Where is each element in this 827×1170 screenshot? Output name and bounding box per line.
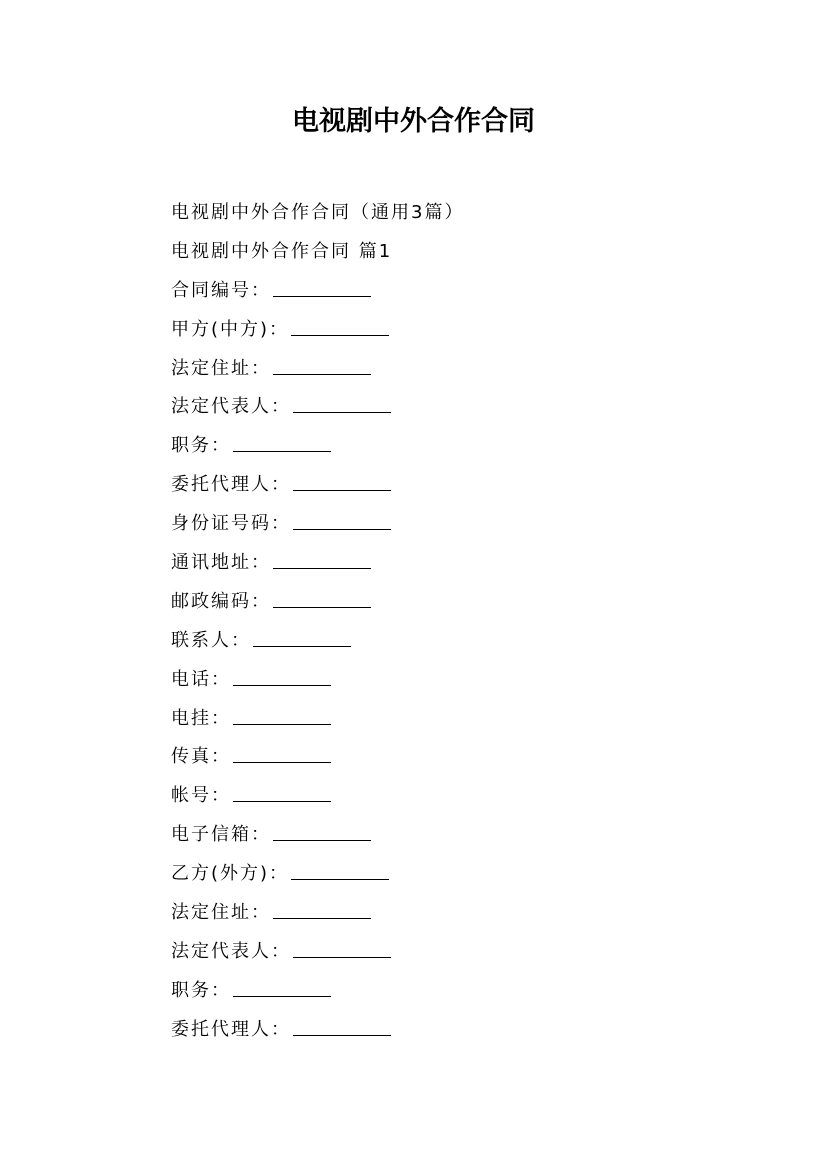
- field-label: 职务：: [171, 979, 231, 1001]
- field-label: 电话：: [171, 668, 231, 690]
- field-label: 法定住址：: [171, 902, 271, 924]
- field-label: 甲方(中方)：: [171, 318, 290, 340]
- field-label: 合同编号：: [171, 279, 271, 301]
- field-label: 电子信箱：: [171, 824, 271, 846]
- field-label: 法定代表人：: [171, 396, 291, 418]
- field-label: 电挂：: [171, 707, 231, 729]
- fill-in-blank: [293, 489, 391, 491]
- fill-in-blank: [233, 723, 331, 725]
- fill-in-blank: [233, 450, 331, 452]
- field-authorized-agent: [171, 466, 771, 505]
- fill-in-blank: [273, 373, 371, 375]
- field-telephone: [171, 661, 771, 700]
- field-position: [171, 427, 771, 466]
- fill-in-blank: [273, 839, 371, 841]
- field-contract-number: [171, 272, 771, 311]
- field-label: 法定住址：: [171, 357, 271, 379]
- fill-in-blank: [293, 1034, 391, 1036]
- field-label: 帐号：: [171, 785, 231, 807]
- field-label: 委托代理人：: [171, 1018, 291, 1040]
- field-mailing-address: [171, 544, 771, 583]
- fill-in-blank: [233, 800, 331, 802]
- field-label: 联系人：: [171, 629, 251, 651]
- field-party-a: [171, 311, 771, 350]
- fill-in-blank: [273, 606, 371, 608]
- fill-in-blank: [273, 917, 371, 919]
- field-authorized-agent: [171, 1011, 771, 1050]
- field-postal-code: [171, 583, 771, 622]
- field-account-number: [171, 777, 771, 816]
- fill-in-blank: [233, 761, 331, 763]
- field-legal-address: [171, 894, 771, 933]
- field-telegraph: [171, 700, 771, 739]
- fill-in-blank: [273, 295, 371, 297]
- field-label: 身份证号码：: [171, 513, 291, 535]
- fill-in-blank: [273, 567, 371, 569]
- field-label: 传真：: [171, 746, 231, 768]
- fill-in-blank: [293, 956, 391, 958]
- field-legal-address: [171, 350, 771, 389]
- field-contact-person: [171, 622, 771, 661]
- field-label: 职务：: [171, 435, 231, 457]
- field-position: [171, 972, 771, 1011]
- field-label: 乙方(外方)：: [171, 863, 290, 885]
- field-legal-representative: [171, 933, 771, 972]
- document-subtitle: 电视剧中外合作合同（通用3篇）: [171, 202, 465, 223]
- field-email: [171, 816, 771, 855]
- field-id-number: [171, 505, 771, 544]
- field-legal-representative: [171, 388, 771, 427]
- field-label: 通讯地址：: [171, 552, 271, 574]
- field-fax: [171, 738, 771, 777]
- fill-in-blank: [233, 995, 331, 997]
- document-title: 电视剧中外合作合同: [292, 106, 535, 137]
- field-label: 法定代表人：: [171, 940, 291, 962]
- fill-in-blank: [293, 528, 391, 530]
- fill-in-blank: [293, 411, 391, 413]
- field-party-b: [171, 855, 771, 894]
- fill-in-blank: [253, 645, 351, 647]
- fill-in-blank: [233, 684, 331, 686]
- fill-in-blank: [291, 878, 389, 880]
- document-body: [171, 194, 771, 1050]
- field-label: 委托代理人：: [171, 474, 291, 496]
- fill-in-blank: [291, 334, 389, 336]
- field-label: 邮政编码：: [171, 590, 271, 612]
- section-heading: 电视剧中外合作合同 篇1: [171, 240, 393, 262]
